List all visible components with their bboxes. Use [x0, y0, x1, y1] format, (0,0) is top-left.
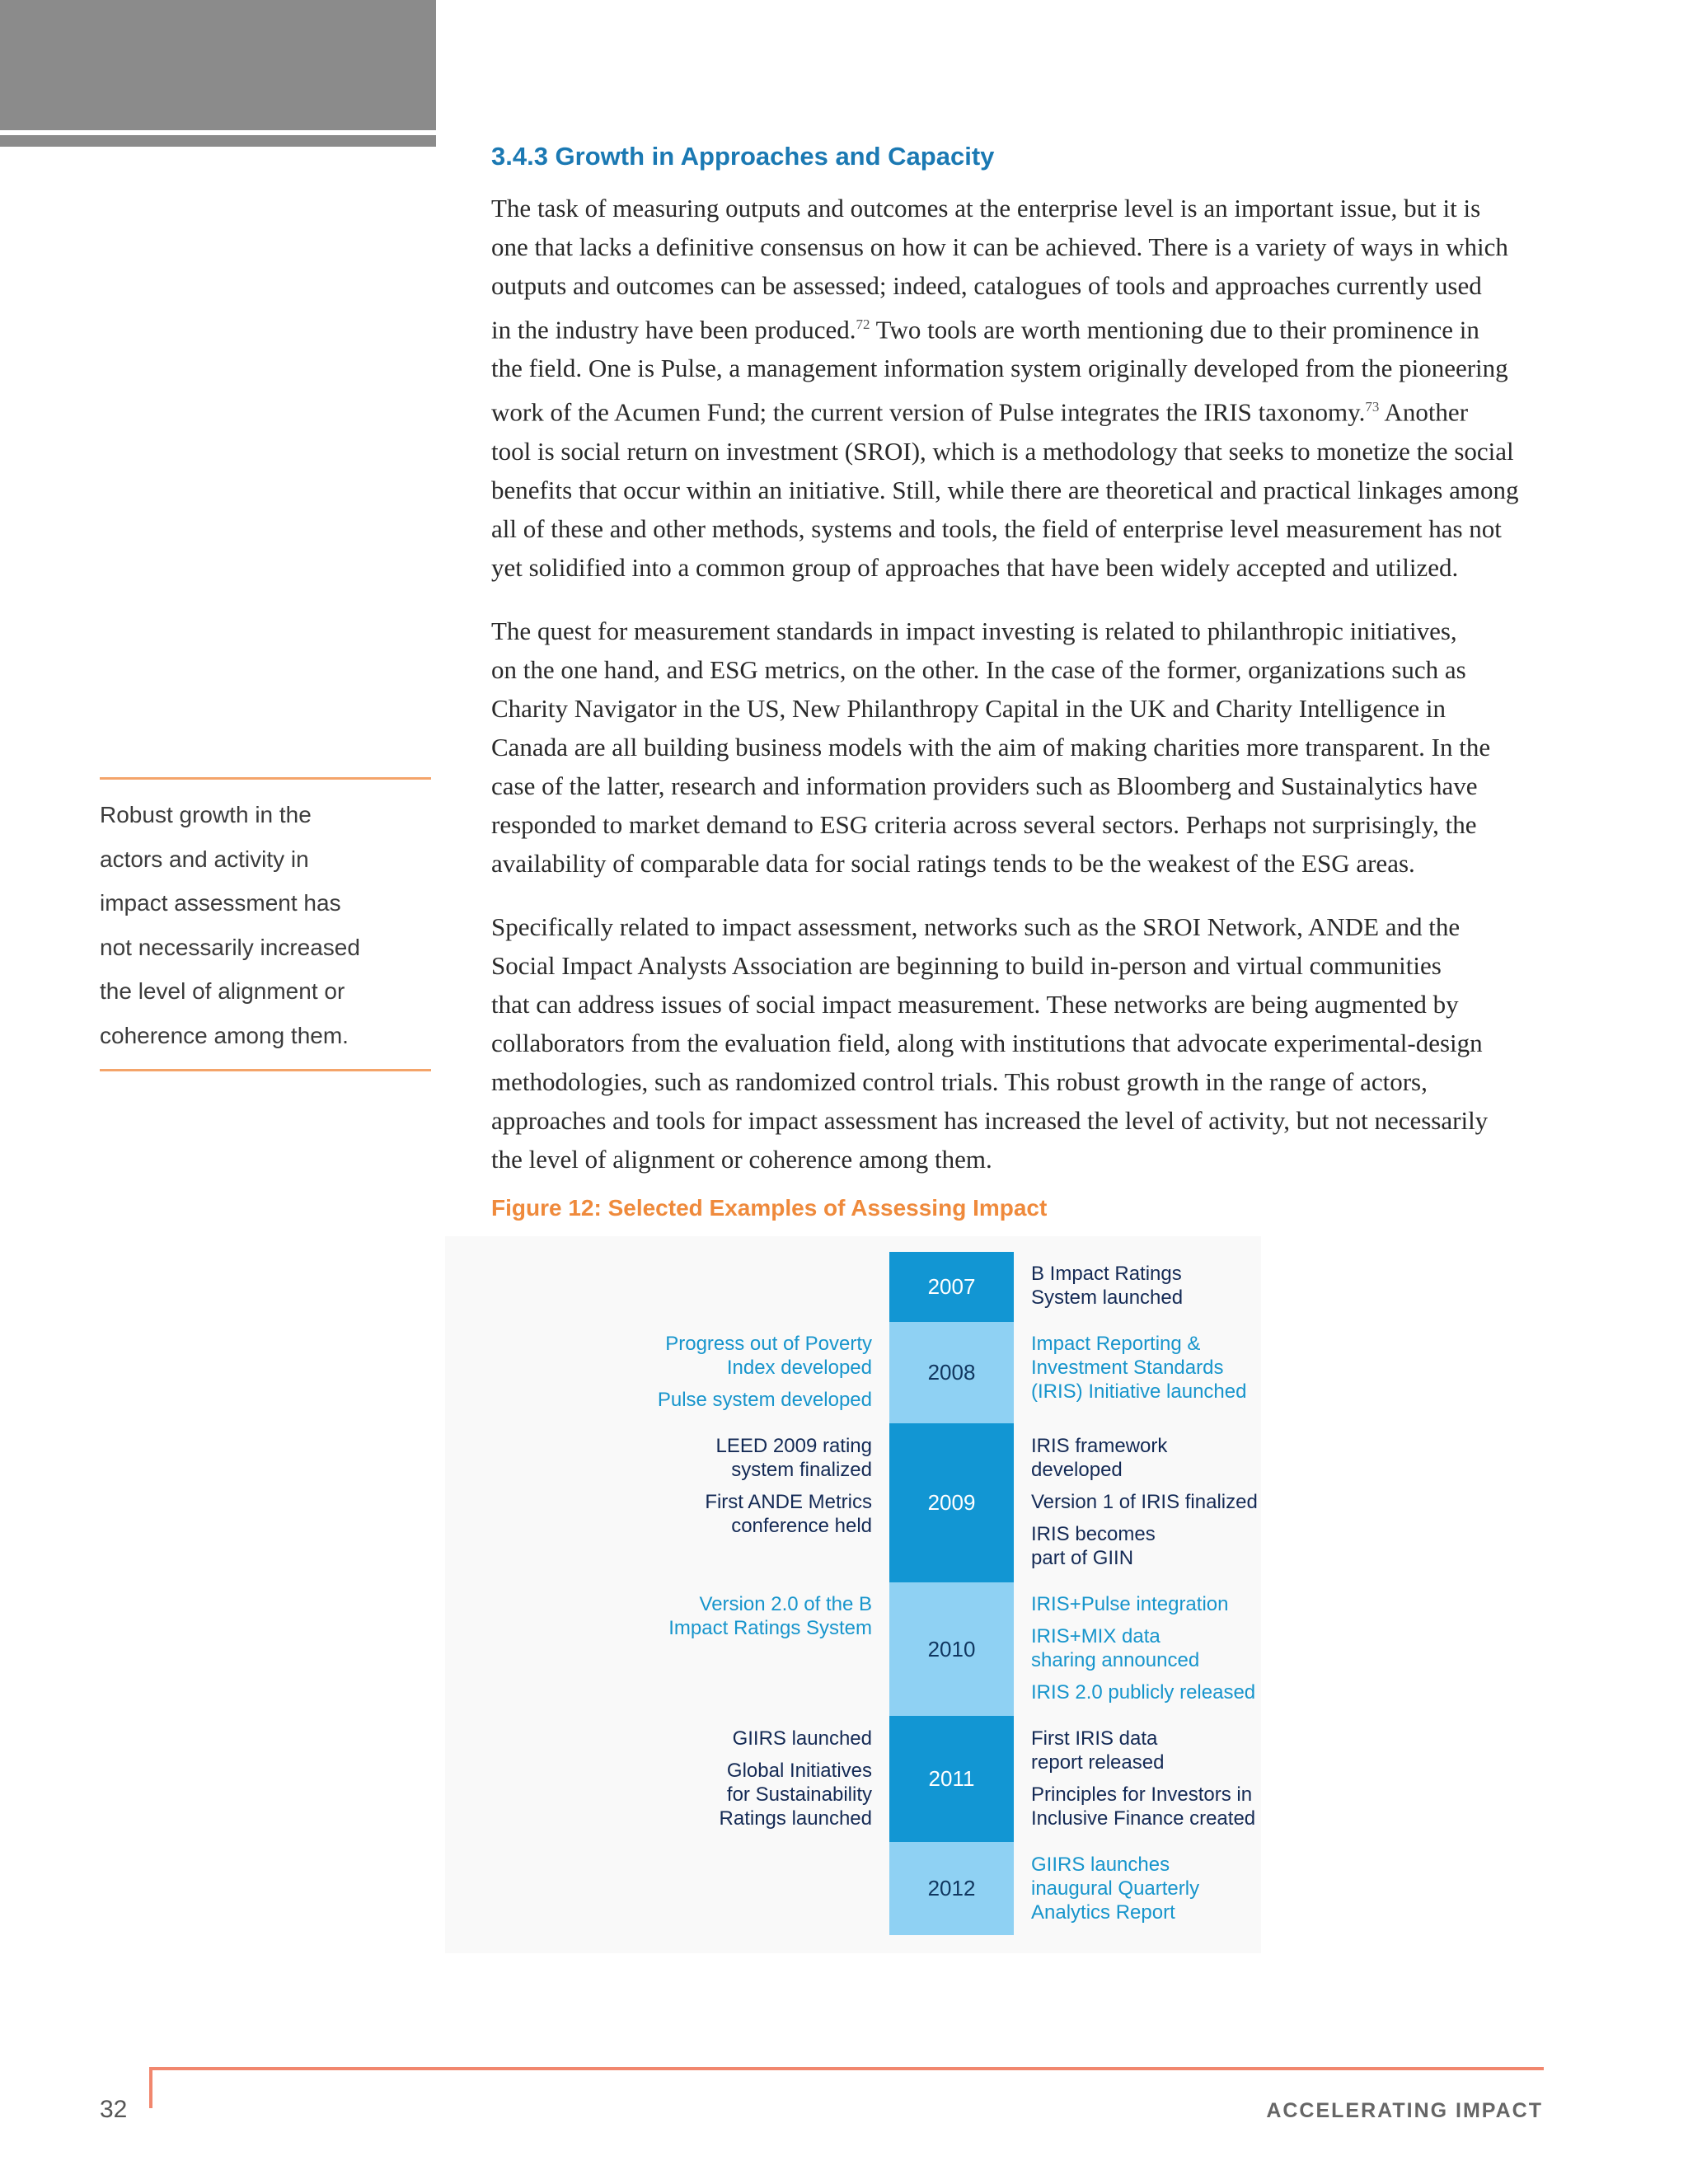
timeline-event: First IRIS data report released — [1031, 1727, 1165, 1774]
header-gray-block — [0, 0, 436, 130]
publication-title: ACCELERATING IMPACT — [1266, 2099, 1543, 2122]
year-block-2011: 2011 — [889, 1716, 1014, 1842]
page-number: 32 — [100, 2096, 128, 2123]
body-text — [491, 189, 1546, 1203]
paragraph-2: The quest for measurement standards in impact investing is related to philanthropic initiatives, on the one hand, and ESG metrics, on the other. In the case of the former, organizations such as Charity Navigator in the US, New Philanthropy Capital in the UK and Charity Intelligence in Canada are all building business models with the aim of making charities more transparent. In the case of the latter, research and information providers such as Bloomberg and Sustainalytics have responded to market demand to ESG criteria across several sectors. Perhaps not surprisingly, the availability of comparable data for social ratings tends to be the weakest of the ESG areas. — [491, 616, 1491, 878]
footnote-ref-72[interactable]: 72 — [856, 316, 870, 332]
footer-rule-tick — [149, 2067, 152, 2108]
sidebar-pull-quote: Robust growth in the actors and activity in impact assessment has not necessarily increased the level of alignment or coherence among them. — [100, 802, 360, 1048]
year-block-2009: 2009 — [889, 1423, 1014, 1582]
header-gray-stripe — [0, 135, 436, 147]
timeline-event: B Impact Ratings System launched — [1031, 1263, 1184, 1309]
year-block-2007: 2007 — [889, 1252, 1014, 1322]
timeline-event: Version 2.0 of the B Impact Ratings System — [668, 1593, 872, 1639]
timeline-event: Version 1 of IRIS finalized — [1031, 1491, 1258, 1513]
footnote-ref-73[interactable]: 73 — [1365, 399, 1380, 415]
section-title: 3.4.3 Growth in Approaches and Capacity — [491, 142, 995, 171]
timeline-event: Pulse system developed — [657, 1389, 872, 1411]
year-block-2012: 2012 — [889, 1842, 1014, 1935]
year-block-2008: 2008 — [889, 1322, 1014, 1423]
timeline-event: Global Initiatives for Sustainability Ratings launched — [719, 1760, 872, 1830]
figure-title: Figure 12: Selected Examples of Assessing Impact — [491, 1195, 1048, 1221]
timeline-event: GIIRS launched — [732, 1727, 872, 1750]
footer-rule — [149, 2067, 1544, 2070]
timeline-event: Principles for Investors in Inclusive Finance created — [1031, 1783, 1256, 1830]
timeline-event: LEED 2009 rating system finalized — [715, 1435, 872, 1481]
sidebar-rule-top — [100, 777, 431, 780]
timeline-event: First ANDE Metrics conference held — [705, 1491, 872, 1537]
year-block-2010: 2010 — [889, 1582, 1014, 1716]
timeline-event: Impact Reporting & Investment Standards (IRIS) Initiative launched — [1031, 1333, 1247, 1403]
timeline-event: IRIS+MIX data sharing announced — [1031, 1625, 1200, 1671]
paragraph-3: Specifically related to impact assessment, networks such as the SROI Network, ANDE and the Social Impact Analysts Association are beginning to build in-person and virtual communities that can address issues of social impact measurement. These networks are being augmented by collaborators from the evaluation field, along with institutions that advocate experimental-design methodologies, such as randomized control trials. This robust growth in the range of actors, approaches and tools for impact assessment has increased the level of activity, but not necessarily the level of alignment or coherence among them. — [491, 912, 1489, 1174]
paragraph-1: The task of measuring outputs and outcomes at the enterprise level is an important issue, but it is one that lacks a definitive consensus on how it can be achieved. There is a variety of ways in which outputs and outcomes can be assessed; indeed, catalogues of tools and approaches currently used in the industry have been produced.$^{72}$ Two tools are worth mentioning due to their prominence in the field. One is Pulse, a management information system originally developed from the pioneering work of the Acumen Fund; the current version of Pulse integrates the IRIS taxonomy.$^{73}$ Another tool is social return on investment (SROI), which is a methodology that seeks to monetize the social benefits that occur within an initiative. Still, while there are theoretical and practical linkages among all of these and other methods, systems and tools, the field of enterprise level measurement has not yet solidified into a common group of approaches that have been widely accepted and utilized. — [491, 194, 1519, 582]
timeline-event: IRIS 2.0 publicly released — [1031, 1681, 1256, 1704]
sidebar-rule-bottom — [100, 1069, 431, 1071]
timeline-event: Progress out of Poverty Index developed — [665, 1333, 872, 1379]
timeline-event: IRIS+Pulse integration — [1031, 1593, 1229, 1615]
timeline-event: IRIS framework developed — [1031, 1435, 1168, 1481]
timeline-event: GIIRS launches inaugural Quarterly Analytics Report — [1031, 1854, 1200, 1924]
timeline-event: IRIS becomes part of GIIN — [1031, 1523, 1156, 1569]
